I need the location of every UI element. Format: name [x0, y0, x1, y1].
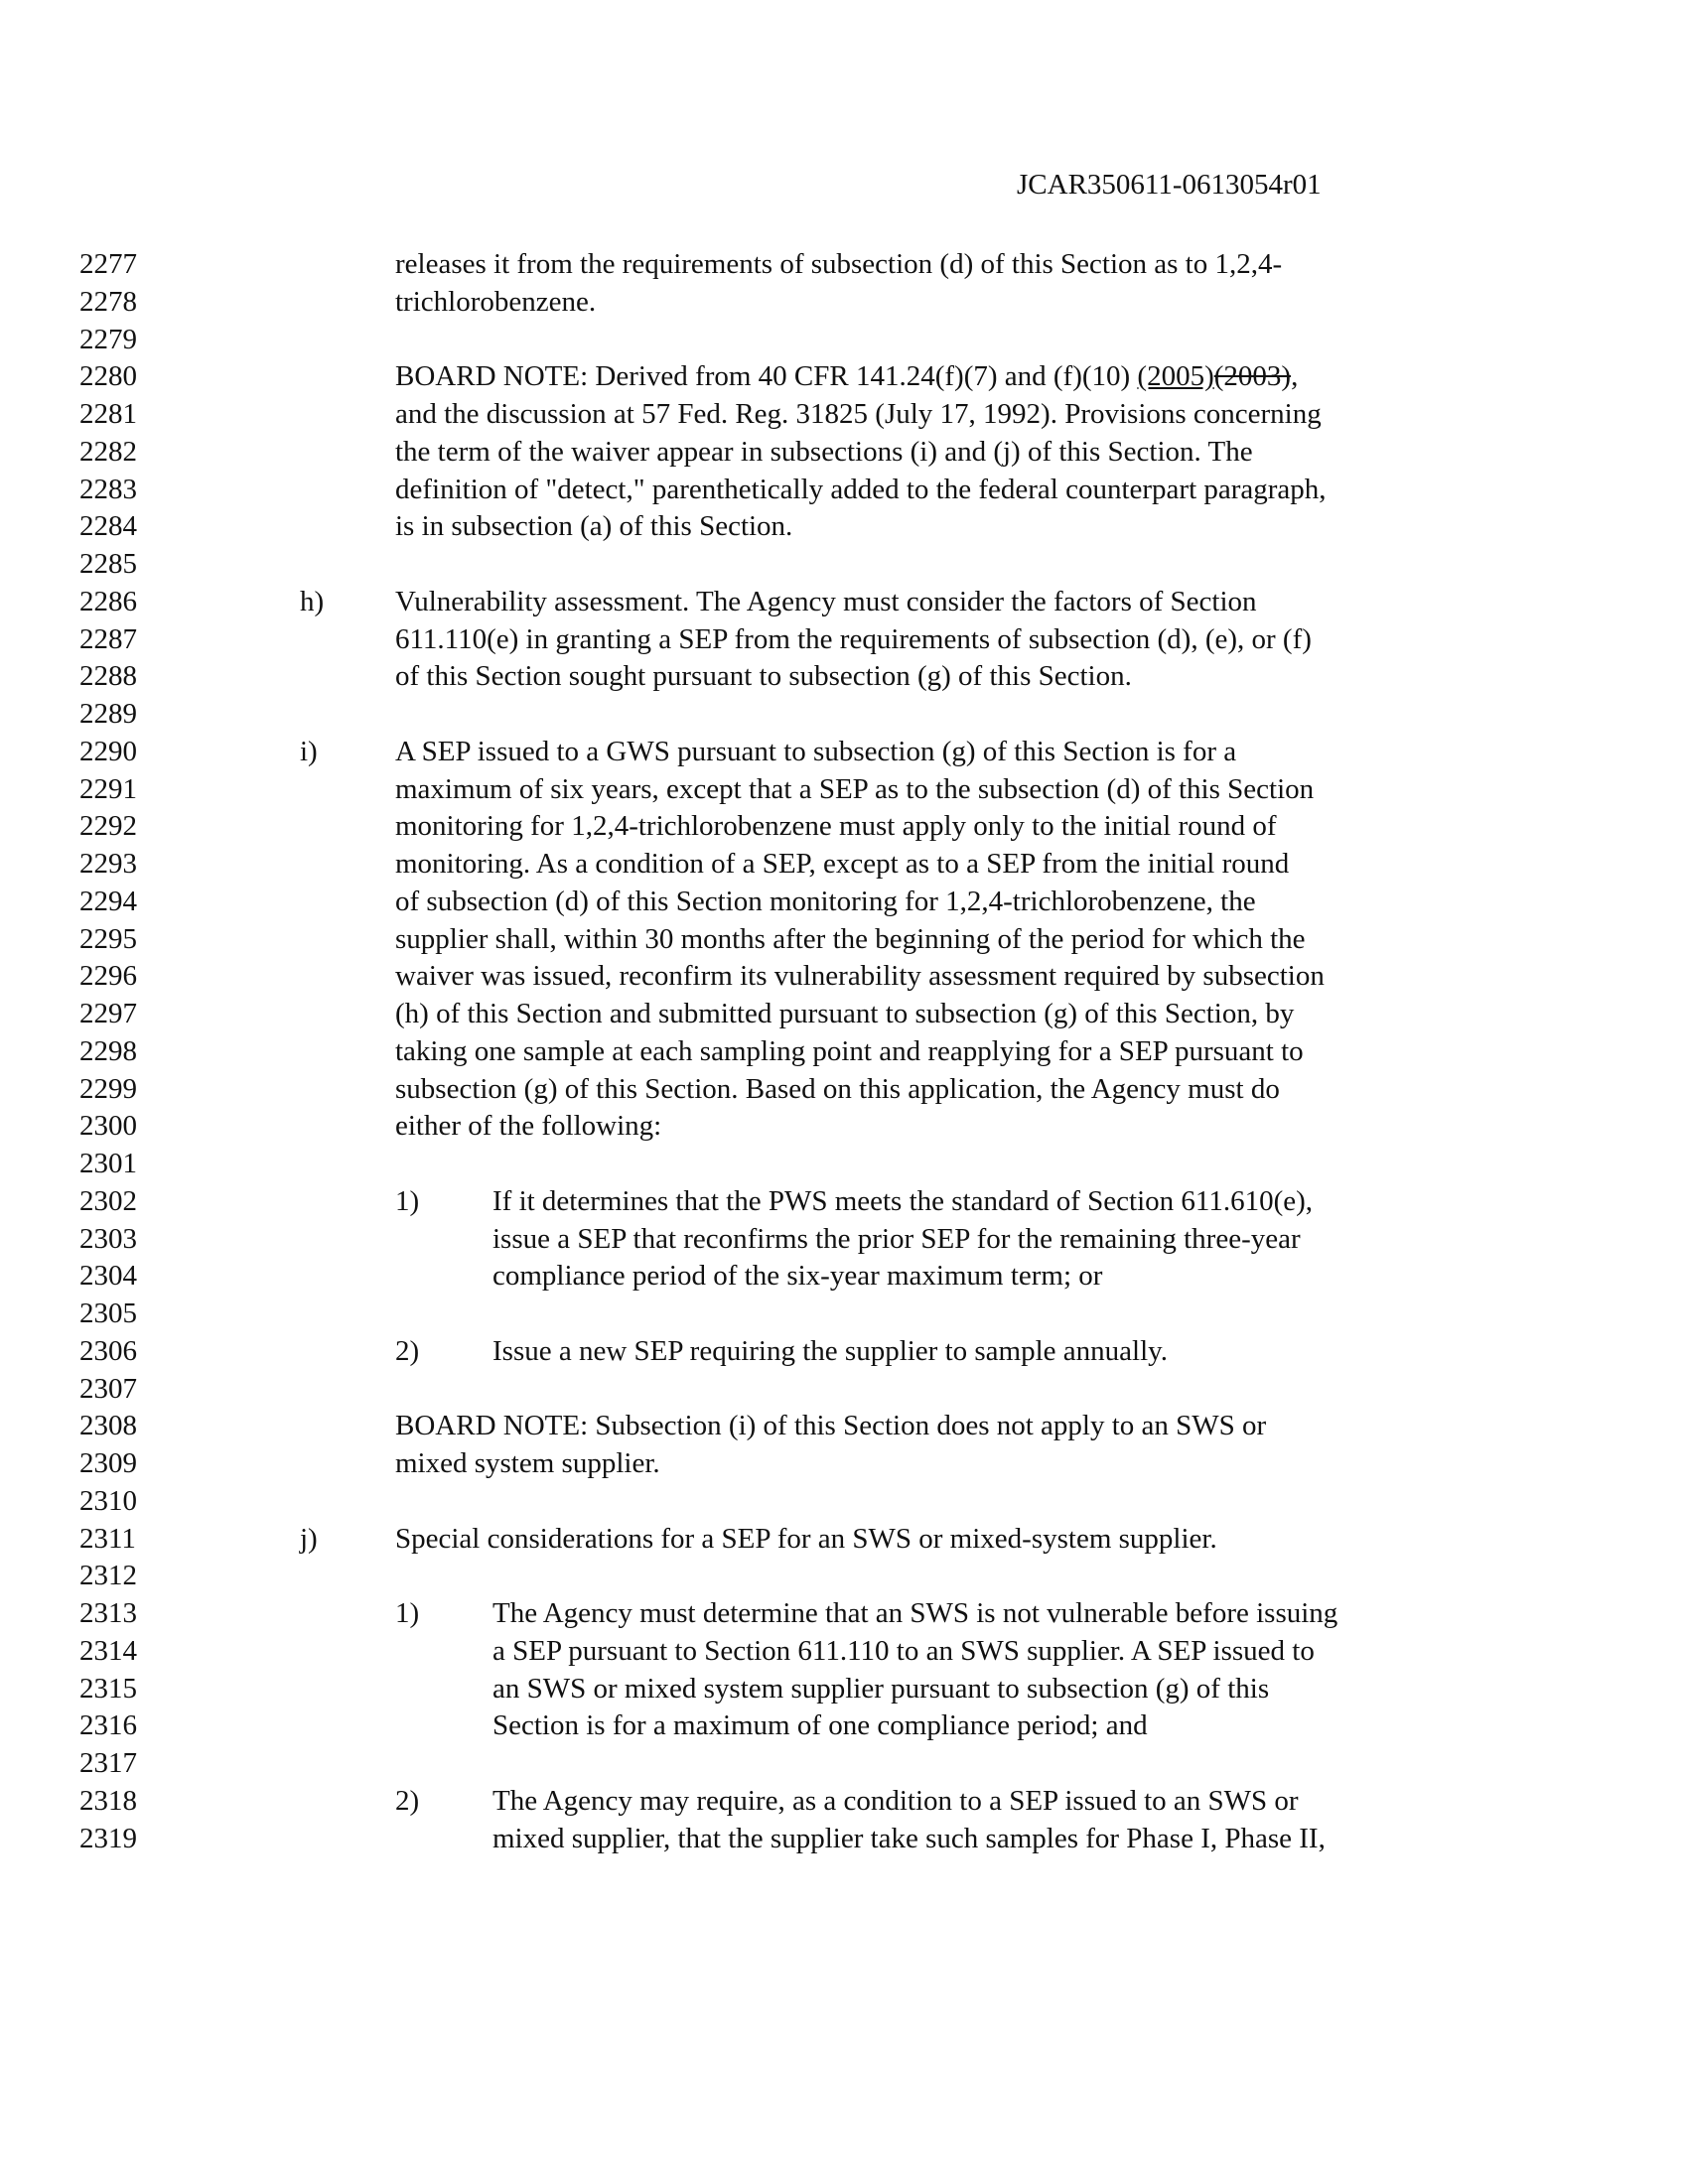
line-number: 2292 [79, 810, 137, 843]
text-line [0, 1071, 1684, 1109]
line-text: mixed supplier, that the supplier take such samples for Phase I, Phase II, [492, 1822, 1326, 1854]
line-text: taking one sample at each sampling point and reapplying for a SEP pursuant to [395, 1034, 1304, 1067]
line-number: 2279 [79, 323, 137, 355]
line-number: 2309 [79, 1447, 137, 1479]
line-number: 2314 [79, 1634, 137, 1667]
text-line [0, 1108, 1684, 1146]
line-text: monitoring for 1,2,4-trichlorobenzene must apply only to the initial round of [395, 810, 1277, 843]
line-text: 611.110(e) in granting a SEP from the requirements of subsection (d), (e), or (f) [395, 622, 1312, 655]
line-number: 2299 [79, 1072, 137, 1105]
text-line [0, 1483, 1684, 1521]
line-text: and the discussion at 57 Fed. Reg. 31825 (July 17, 1992). Provisions concerning [395, 398, 1322, 430]
document-id: JCAR350611-0613054r01 [1017, 169, 1322, 201]
text-line [0, 1783, 1684, 1821]
text-line [0, 434, 1684, 472]
line-number: 2305 [79, 1297, 137, 1329]
line-number: 2300 [79, 1110, 137, 1143]
line-number: 2284 [79, 510, 137, 543]
line-text: an SWS or mixed system supplier pursuant to subsection (g) of this [492, 1672, 1270, 1705]
line-text: subsection (g) of this Section. Based on this application, the Agency must do [395, 1072, 1280, 1105]
line-text: a SEP pursuant to Section 611.110 to an SWS supplier. A SEP issued to [492, 1634, 1315, 1667]
line-text: The Agency must determine that an SWS is not vulnerable before issuing [492, 1597, 1338, 1629]
text-line [0, 358, 1684, 396]
line-number: 2280 [79, 360, 137, 393]
line-text: releases it from the requirements of subsection (d) of this Section as to 1,2,4- [395, 248, 1283, 280]
text-line [0, 1146, 1684, 1183]
line-number: 2288 [79, 660, 137, 693]
text-line [0, 284, 1684, 322]
document-body [0, 246, 1684, 1857]
text-line [0, 621, 1684, 659]
line-number: 2310 [79, 1484, 137, 1517]
line-text: Issue a new SEP requiring the supplier to sample annually. [492, 1334, 1169, 1367]
subsection-label: i) [300, 735, 318, 767]
line-text: of subsection (d) of this Section monitoring for 1,2,4-trichlorobenzene, the [395, 885, 1256, 917]
text-line [0, 958, 1684, 996]
line-text: trichlorobenzene. [395, 285, 597, 318]
line-number: 2313 [79, 1597, 137, 1629]
line-number: 2297 [79, 998, 137, 1029]
line-number: 2317 [79, 1747, 137, 1779]
line-text: (h) of this Section and submitted pursuant to subsection (g) of this Section, by [395, 998, 1295, 1029]
line-number: 2316 [79, 1709, 137, 1742]
text-line [0, 996, 1684, 1033]
text-line [0, 396, 1684, 434]
text-line [0, 1408, 1684, 1445]
subsection-label: j) [300, 1522, 318, 1555]
line-number: 2312 [79, 1560, 137, 1592]
line-number: 2277 [79, 248, 137, 280]
line-text-start: BOARD NOTE: Derived from 40 CFR 141.24(f)(7) and (f)(10) [395, 360, 1138, 393]
text-line [0, 1221, 1684, 1259]
line-text: Vulnerability assessment. The Agency must consider the factors of Section [395, 585, 1257, 617]
item-label: 2) [395, 1334, 420, 1367]
item-label: 1) [395, 1597, 420, 1629]
text-line [0, 1521, 1684, 1559]
line-number: 2307 [79, 1372, 137, 1405]
line-text: is in subsection (a) of this Section. [395, 510, 793, 543]
deleted-text: (2003) [1213, 360, 1292, 393]
line-text: the term of the waiver appear in subsections (i) and (j) of this Section. The [395, 435, 1253, 468]
line-text: issue a SEP that reconfirms the prior SEP for the remaining three-year [492, 1222, 1301, 1255]
line-text: waiver was issued, reconfirm its vulnerability assessment required by subsection [395, 960, 1325, 993]
line-number: 2315 [79, 1672, 137, 1705]
item-label: 1) [395, 1184, 420, 1217]
line-text: Special considerations for a SEP for an SWS or mixed-system supplier. [395, 1522, 1217, 1555]
line-number: 2296 [79, 960, 137, 993]
text-line [0, 1258, 1684, 1296]
line-number: 2302 [79, 1184, 137, 1217]
text-line [0, 658, 1684, 696]
text-line [0, 1745, 1684, 1783]
text-line [0, 1707, 1684, 1745]
text-line [0, 884, 1684, 921]
text-line [0, 1558, 1684, 1595]
line-text [395, 358, 1298, 396]
line-number: 2285 [79, 548, 137, 580]
text-line [0, 846, 1684, 884]
line-number: 2304 [79, 1260, 137, 1293]
text-line [0, 546, 1684, 584]
text-line [0, 1595, 1684, 1633]
line-text: maximum of six years, except that a SEP as to the subsection (d) of this Section [395, 772, 1315, 805]
text-line [0, 1033, 1684, 1071]
text-line [0, 508, 1684, 546]
subsection-label: h) [300, 585, 325, 617]
line-text: supplier shall, within 30 months after the beginning of the period for which the [395, 922, 1306, 955]
text-line [0, 734, 1684, 771]
line-text: either of the following: [395, 1110, 662, 1143]
line-number: 2293 [79, 848, 137, 880]
line-number: 2282 [79, 435, 137, 468]
line-number: 2311 [79, 1522, 136, 1555]
text-line [0, 921, 1684, 959]
line-text: BOARD NOTE: Subsection (i) of this Section does not apply to an SWS or [395, 1410, 1267, 1442]
line-number: 2294 [79, 885, 137, 917]
text-line [0, 584, 1684, 621]
line-text: definition of "detect," parenthetically added to the federal counterpart paragraph, [395, 473, 1327, 505]
inserted-text: (2005) [1137, 360, 1214, 393]
text-line [0, 1633, 1684, 1671]
line-text-end: , [1291, 360, 1299, 393]
text-line [0, 808, 1684, 846]
line-number: 2301 [79, 1148, 137, 1179]
line-number: 2303 [79, 1222, 137, 1255]
text-line [0, 1333, 1684, 1371]
line-text: monitoring. As a condition of a SEP, except as to a SEP from the initial round [395, 848, 1290, 880]
line-text: compliance period of the six-year maximum term; or [492, 1260, 1103, 1293]
text-line [0, 322, 1684, 359]
text-line [0, 1296, 1684, 1333]
text-line [0, 1371, 1684, 1409]
item-label: 2) [395, 1784, 420, 1817]
line-number: 2283 [79, 473, 137, 505]
line-text: mixed system supplier. [395, 1447, 660, 1479]
text-line [0, 1671, 1684, 1708]
text-line [0, 246, 1684, 284]
line-text: The Agency may require, as a condition to a SEP issued to an SWS or [492, 1784, 1299, 1817]
line-number: 2281 [79, 398, 137, 430]
line-number: 2308 [79, 1410, 137, 1442]
line-number: 2306 [79, 1334, 137, 1367]
text-line [0, 1445, 1684, 1483]
line-text: of this Section sought pursuant to subsection (g) of this Section. [395, 660, 1132, 693]
line-number: 2278 [79, 285, 137, 318]
line-number: 2290 [79, 735, 137, 767]
line-number: 2291 [79, 772, 137, 805]
line-text: Section is for a maximum of one compliance period; and [492, 1709, 1148, 1742]
line-number: 2298 [79, 1034, 137, 1067]
text-line [0, 696, 1684, 734]
line-number: 2295 [79, 922, 137, 955]
line-number: 2287 [79, 622, 137, 655]
text-line [0, 1821, 1684, 1858]
text-line [0, 1183, 1684, 1221]
line-number: 2319 [79, 1822, 137, 1854]
line-text: A SEP issued to a GWS pursuant to subsection (g) of this Section is for a [395, 735, 1237, 767]
text-line [0, 472, 1684, 509]
line-number: 2289 [79, 698, 137, 730]
line-text: If it determines that the PWS meets the standard of Section 611.610(e), [492, 1184, 1314, 1217]
line-number: 2318 [79, 1784, 137, 1817]
line-number: 2286 [79, 585, 137, 617]
text-line [0, 771, 1684, 809]
